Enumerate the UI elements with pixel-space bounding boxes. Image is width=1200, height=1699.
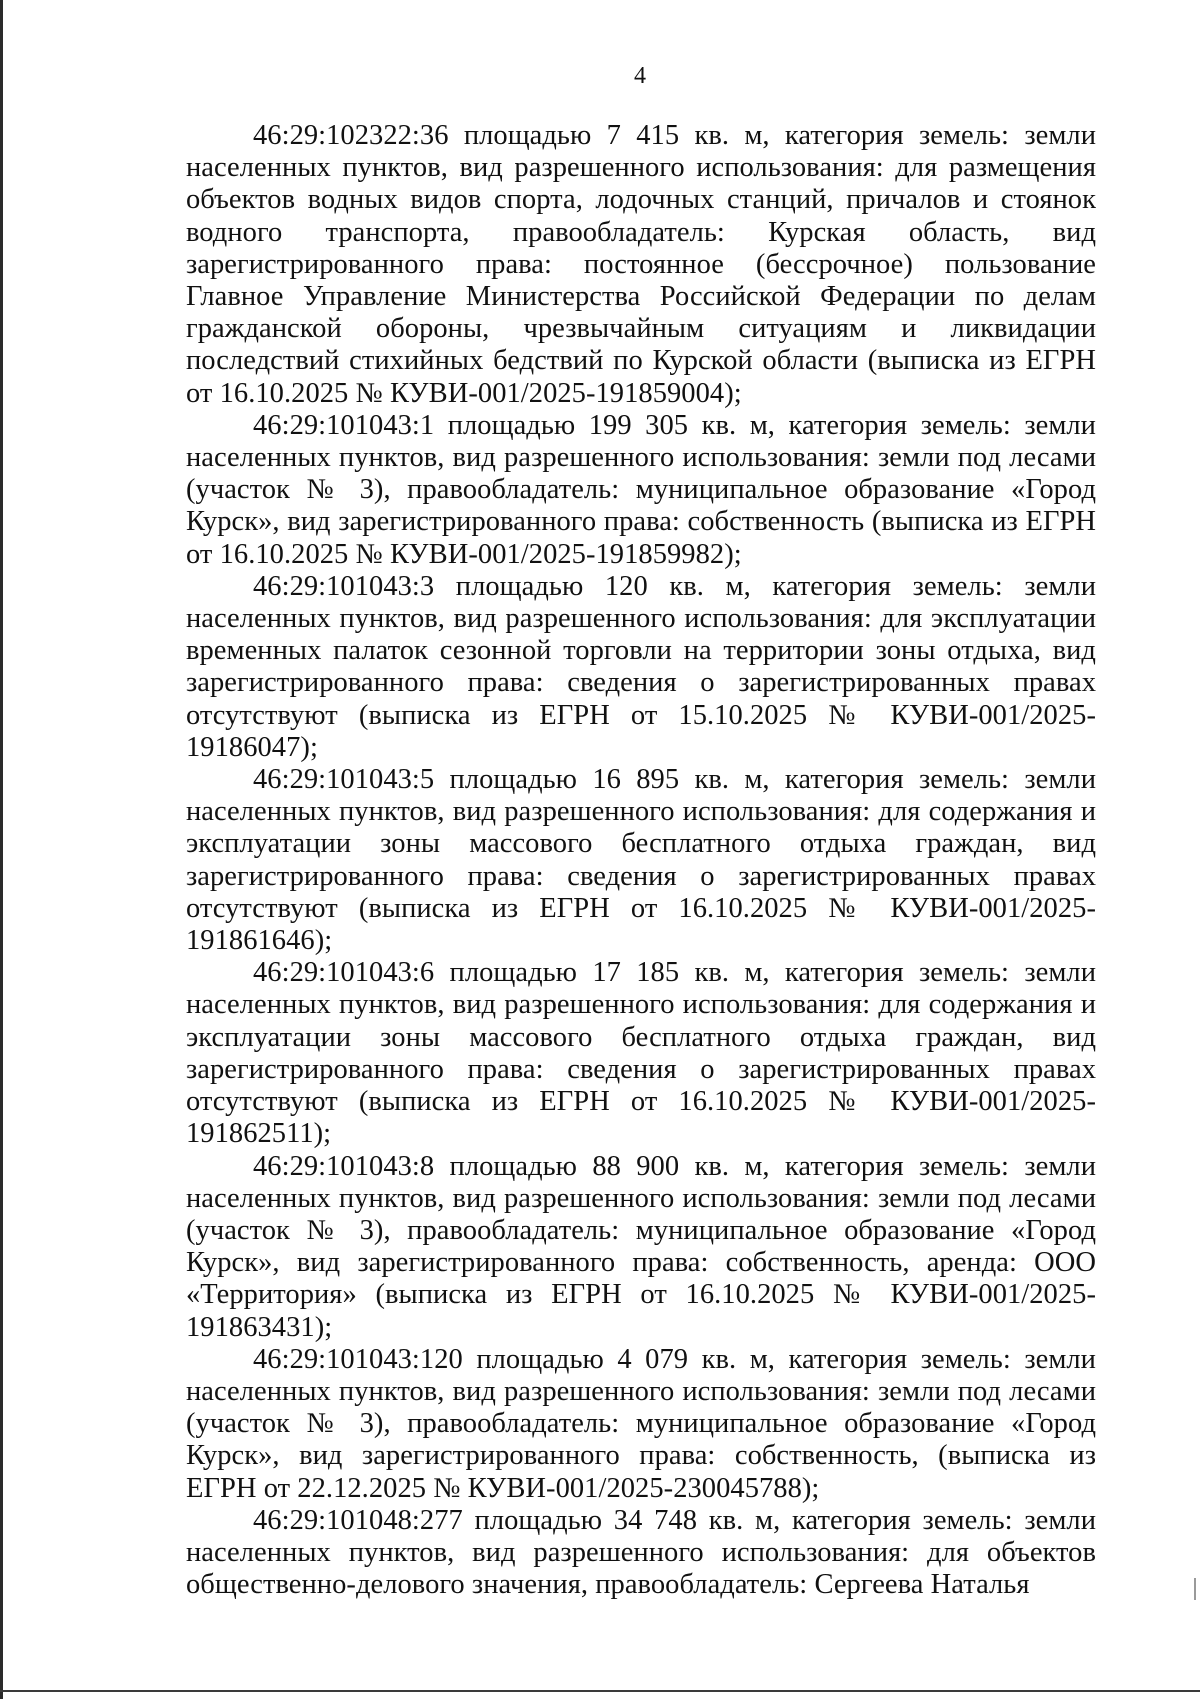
land-plot-paragraph: 46:29:101043:5 площадью 16 895 кв. м, категория земель: земли населенных пунктов, вид разрешенного использования: для содержания и эксплуатации зоны массового бесплатного отдыха граждан, вид зарегистрированного права: сведения о зарегистрированных правах отсутствуют (выписка из ЕГРН от 16.10.2025 № КУВИ-001/2025-191861646); — [186, 764, 1096, 957]
document-body — [186, 120, 1096, 1601]
land-plot-paragraph: 46:29:102322:36 площадью 7 415 кв. м, категория земель: земли населенных пунктов, вид разрешенного использования: для размещения объектов водных видов спорта, лодочных станций, причалов и стоянок водного транспорта, правообладатель: Курская область, вид зарегистрированного права: постоянное (бессрочное) пользование Главное Управление Министерства Российской Федерации по делам гражданской обороны, чрезвычайным ситуациям и ликвидации последствий стихийных бедствий по Курской области (выписка из ЕГРН от 16.10.2025 № КУВИ-001/2025-191859004); — [186, 120, 1096, 409]
scan-edge-left — [0, 0, 3, 1699]
land-plot-paragraph: 46:29:101043:3 площадью 120 кв. м, категория земель: земли населенных пунктов, вид разрешенного использования: для эксплуатации временных палаток сезонной торговли на территории зоны отдыха, вид зарегистрированного права: сведения о зарегистрированных правах отсутствуют (выписка из ЕГРН от 15.10.2025 № КУВИ-001/2025-19186047); — [186, 570, 1096, 763]
page-number: 4 — [634, 63, 646, 89]
land-plot-paragraph: 46:29:101048:277 площадью 34 748 кв. м, категория земель: земли населенных пунктов, вид разрешенного использования: для объектов общественно-делового значения, правообладатель: Сергеева Наталья — [186, 1504, 1096, 1601]
land-plot-paragraph: 46:29:101043:8 площадью 88 900 кв. м, категория земель: земли населенных пунктов, вид разрешенного использования: земли под лесами (участок № 3), правообладатель: муниципальное образование «Город Курск», вид зарегистрированного права: собственность, аренда: ООО «Территория» (выписка из ЕГРН от 16.10.2025 № КУВИ-001/2025-191863431); — [186, 1150, 1096, 1343]
scan-mark — [1194, 1578, 1196, 1600]
land-plot-paragraph: 46:29:101043:1 площадью 199 305 кв. м, категория земель: земли населенных пунктов, вид разрешенного использования: земли под лесами (участок № 3), правообладатель: муниципальное образование «Город Курск», вид зарегистрированного права: собственность (выписка из ЕГРН от 16.10.2025 № КУВИ-001/2025-191859982); — [186, 409, 1096, 570]
land-plot-paragraph: 46:29:101043:120 площадью 4 079 кв. м, категория земель: земли населенных пунктов, вид разрешенного использования: земли под лесами (участок № 3), правообладатель: муниципальное образование «Город Курск», вид зарегистрированного права: собственность, (выписка из ЕГРН от 22.12.2025 № КУВИ-001/2025-230045788); — [186, 1343, 1096, 1504]
scan-edge-bottom — [0, 1690, 1200, 1692]
land-plot-paragraph: 46:29:101043:6 площадью 17 185 кв. м, категория земель: земли населенных пунктов, вид разрешенного использования: для содержания и эксплуатации зоны массового бесплатного отдыха граждан, вид зарегистрированного права: сведения о зарегистрированных правах отсутствуют (выписка из ЕГРН от 16.10.2025 № КУВИ-001/2025-191862511); — [186, 957, 1096, 1150]
